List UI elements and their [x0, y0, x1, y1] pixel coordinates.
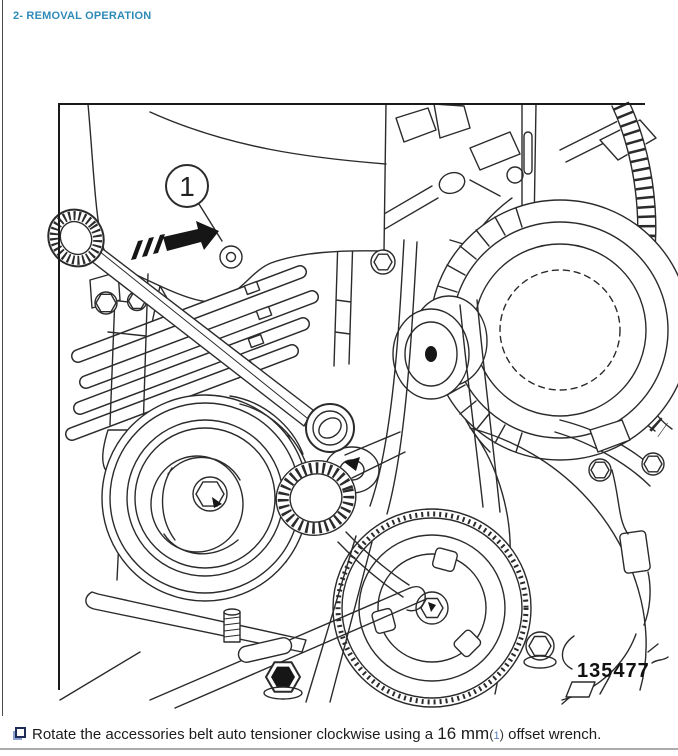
alternator	[393, 198, 678, 460]
threaded-stud	[224, 612, 240, 642]
measurement-value: 16 mm	[437, 724, 490, 743]
instruction-line	[13, 724, 668, 744]
instruction-text: Rotate the accessories belt auto tensioner clockwise using a 16 mm(1) offset wrench.	[32, 724, 602, 743]
part-number: 135477	[577, 660, 650, 682]
square-bullet-icon	[13, 727, 26, 740]
wrench-ref-number: 1	[493, 730, 500, 742]
section-heading: 2- REMOVAL OPERATION	[13, 10, 152, 22]
bottom-divider	[0, 748, 678, 750]
callout-1-label: 1	[179, 171, 195, 202]
figure-flag-icon	[566, 682, 595, 697]
cover-bolt	[220, 246, 242, 268]
electrical-connector	[619, 530, 650, 573]
